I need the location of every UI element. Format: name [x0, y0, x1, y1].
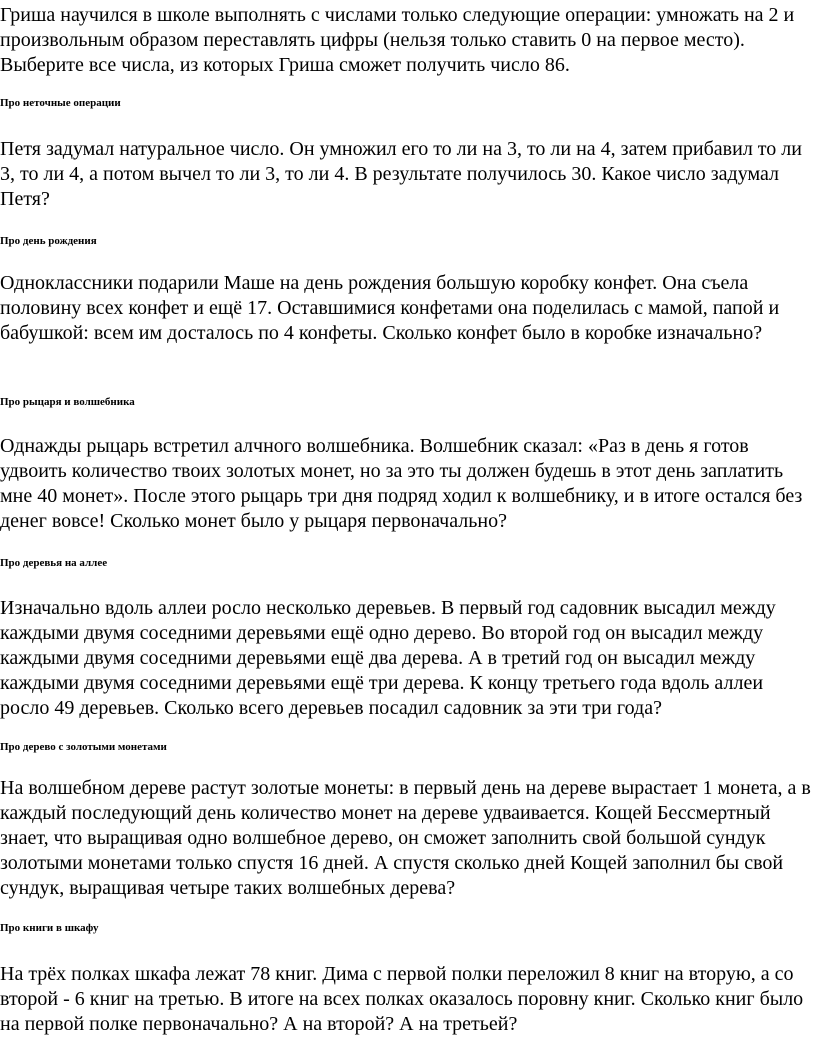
heading-gold-tree: Про дерево с золотыми монетами [0, 741, 167, 753]
problem-text-trees-alley: Изначально вдоль аллеи росло несколько деревьев. В первый год садовник высадил между каждыми двумя соседними деревьями ещё одно дерево. Во второй год он высадил между каждыми двумя соседними деревьями ещё два дерева. А в третий год он высадил между каждыми двумя соседними деревьями ещё три дерева. К концу третьего года вдоль аллеи росло 49 деревьев. Сколько всего деревьев посадил садовник за эти три года? [0, 597, 776, 719]
heading-birthday: Про день рождения [0, 235, 97, 247]
problem-text-gold-tree: На волшебном дереве растут золотые монеты: в первый день на дереве вырастает 1 монета, а в каждый последующий день количество монет на дереве удваивается. Кощей Бессмертный знает, что выращивая одно волшебное дерево, он сможет заполнить свой большой сундук золотыми монетами только спустя 16 дней. А спустя сколько дней Кощей заполнил бы свой сундук, выращивая четыре таких волшебных дерева? [0, 777, 811, 899]
heading-trees-alley: Про деревья на аллее [0, 557, 108, 569]
heading-knight-wizard: Про рыцаря и волшебника [0, 396, 135, 408]
problem-text-digits: Гриша научился в школе выполнять с числами только следующие операции: умножать на 2 и произвольным образом переставлять цифры (нельзя только ставить 0 на первое место). Выберите все числа, из которых Гриша сможет получить число 86. [0, 4, 795, 76]
problem-text-knight-wizard: Однажды рыцарь встретил алчного волшебника. Волшебник сказал: «Раз в день я готов удвоить количество твоих золотых монет, но за это ты должен будешь в этот день заплатить мне 40 монет». После этого рыцарь три дня подряд ходил к волшебнику, и в итоге остался без денег вовсе! Сколько монет было у рыцаря первоначально? [0, 435, 803, 532]
problem-text-birthday: Одноклассники подарили Маше на день рождения большую коробку конфет. Она съела половину всех конфет и ещё 17. Оставшимися конфетами она поделилась с мамой, папой и бабушкой: всем им досталось по 4 конфеты. Сколько конфет было в коробке изначально? [0, 272, 780, 344]
heading-books-shelf: Про книги в шкафу [0, 922, 99, 934]
problem-text-books-shelf: На трёх полках шкафа лежат 78 книг. Дима с первой полки переложил 8 книг на вторую, а со второй - 6 книг на третью. В итоге на всех полках оказалось поровну книг. Сколько книг было на первой полке первоначально? А на второй? А на третьей? [0, 963, 804, 1035]
heading-inexact-operations: Про неточные операции [0, 97, 121, 109]
problem-text-inexact-operations: Петя задумал натуральное число. Он умножил его то ли на 3, то ли на 4, затем прибавил то ли 3, то ли 4, а потом вычел то ли 3, то ли 4. В результате получилось 30. Какое число задумал Петя? [0, 138, 802, 210]
